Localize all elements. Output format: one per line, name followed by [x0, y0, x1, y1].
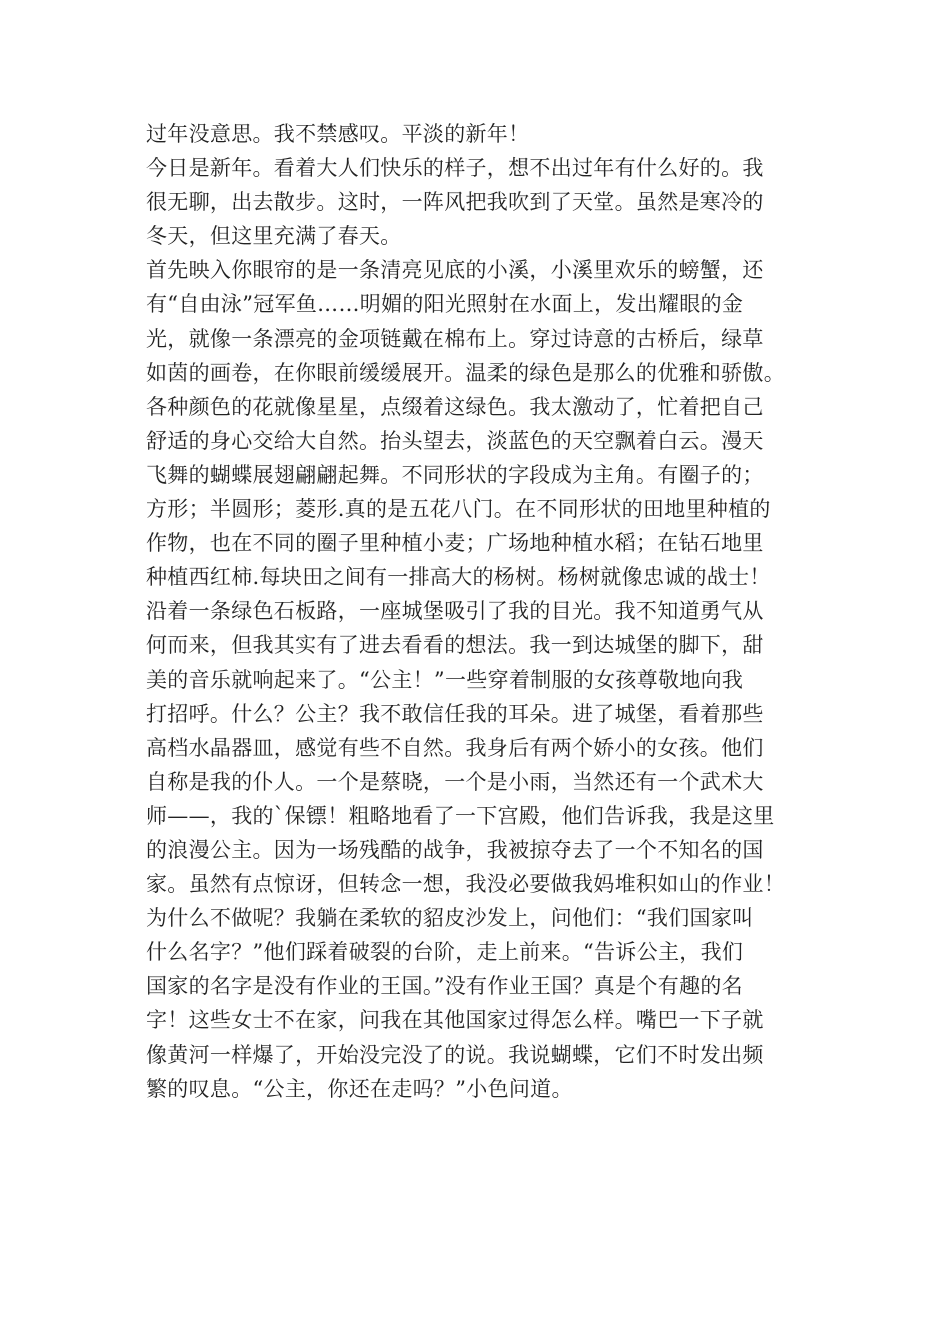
text-line: 首先映入你眼帘的是一条清亮见底的小溪，小溪里欢乐的螃蟹，还 — [146, 258, 764, 283]
text-line: 家。虽然有点惊讶，但转念一想，我没必要做我妈堆积如山的作业！ — [146, 872, 785, 897]
text-line: 何而来，但我其实有了进去看看的想法。我一到达城堡的脚下，甜 — [146, 633, 764, 658]
text-line: 各种颜色的花就像星星，点缀着这绿色。我太激动了，忙着把自己 — [146, 394, 764, 419]
text-line: 如茵的画卷，在你眼前缓缓展开。温柔的绿色是那么的优雅和骄傲。 — [146, 360, 785, 385]
text-line: 高档水晶器皿，感觉有些不自然。我身后有两个娇小的女孩。他们 — [146, 735, 764, 760]
text-line: 繁的叹息。“公主，你还在走吗？”小色问道。 — [146, 1076, 573, 1101]
text-line: 像黄河一样爆了，开始没完没了的说。我说蝴蝶，它们不时发出频 — [146, 1042, 764, 1067]
text-line: 自称是我的仆人。一个是蔡晓，一个是小雨，当然还有一个武术大 — [146, 769, 764, 794]
text-line: 有“自由泳”冠军鱼……明媚的阳光照射在水面上，发出耀眼的金 — [146, 292, 744, 317]
text-line: 种植西红柿.每块田之间有一排高大的杨树。杨树就像忠诚的战士！ — [146, 565, 771, 590]
text-line: 沿着一条绿色石板路，一座城堡吸引了我的目光。我不知道勇气从 — [146, 599, 764, 624]
text-line: 舒适的身心交给大自然。抬头望去，淡蓝色的天空飘着白云。漫天 — [146, 428, 764, 453]
text-line: 光，就像一条漂亮的金项链戴在棉布上。穿过诗意的古桥后，绿草 — [146, 326, 764, 351]
text-line: 作物，也在不同的圈子里种植小麦；广场地种植水稻；在钻石地里 — [146, 531, 764, 556]
text-line: 冬天，但这里充满了春天。 — [146, 224, 402, 249]
text-line: 的浪漫公主。因为一场残酷的战争，我被掠夺去了一个不知名的国 — [146, 837, 764, 862]
text-line: 很无聊，出去散步。这时，一阵风把我吹到了天堂。虽然是寒冷的 — [146, 190, 764, 215]
text-line: 过年没意思。我不禁感叹。平淡的新年！ — [146, 122, 530, 146]
text-line: 什么名字？”他们踩着破裂的台阶，走上前来。“告诉公主，我们 — [146, 940, 744, 965]
text-line: 飞舞的蝴蝶展翅翩翩起舞。不同形状的字段成为主角。有圈子的； — [146, 462, 764, 487]
text-line: 国家的名字是没有作业的王国。”没有作业王国？真是个有趣的名 — [146, 974, 743, 999]
text-line: 师——，我的`保镖！粗略地看了一下宫殿，他们告诉我，我是这里 — [146, 803, 775, 828]
text-line: 字！这些女士不在家，问我在其他国家过得怎么样。嘴巴一下子就 — [146, 1008, 764, 1033]
text-line: 今日是新年。看着大人们快乐的样子，想不出过年有什么好的。我 — [146, 156, 764, 181]
text-line: 打招呼。什么？公主？我不敢信任我的耳朵。进了城堡，看着那些 — [146, 701, 764, 726]
text-line: 方形；半圆形；菱形.真的是五花八门。在不同形状的田地里种植的 — [146, 497, 771, 522]
text-line: 美的音乐就响起来了。“公主！”一些穿着制服的女孩尊敬地向我 — [146, 667, 744, 692]
text-line: 为什么不做呢？我躺在柔软的貂皮沙发上，问他们：“我们国家叫 — [146, 906, 754, 931]
document-body — [146, 117, 826, 1106]
